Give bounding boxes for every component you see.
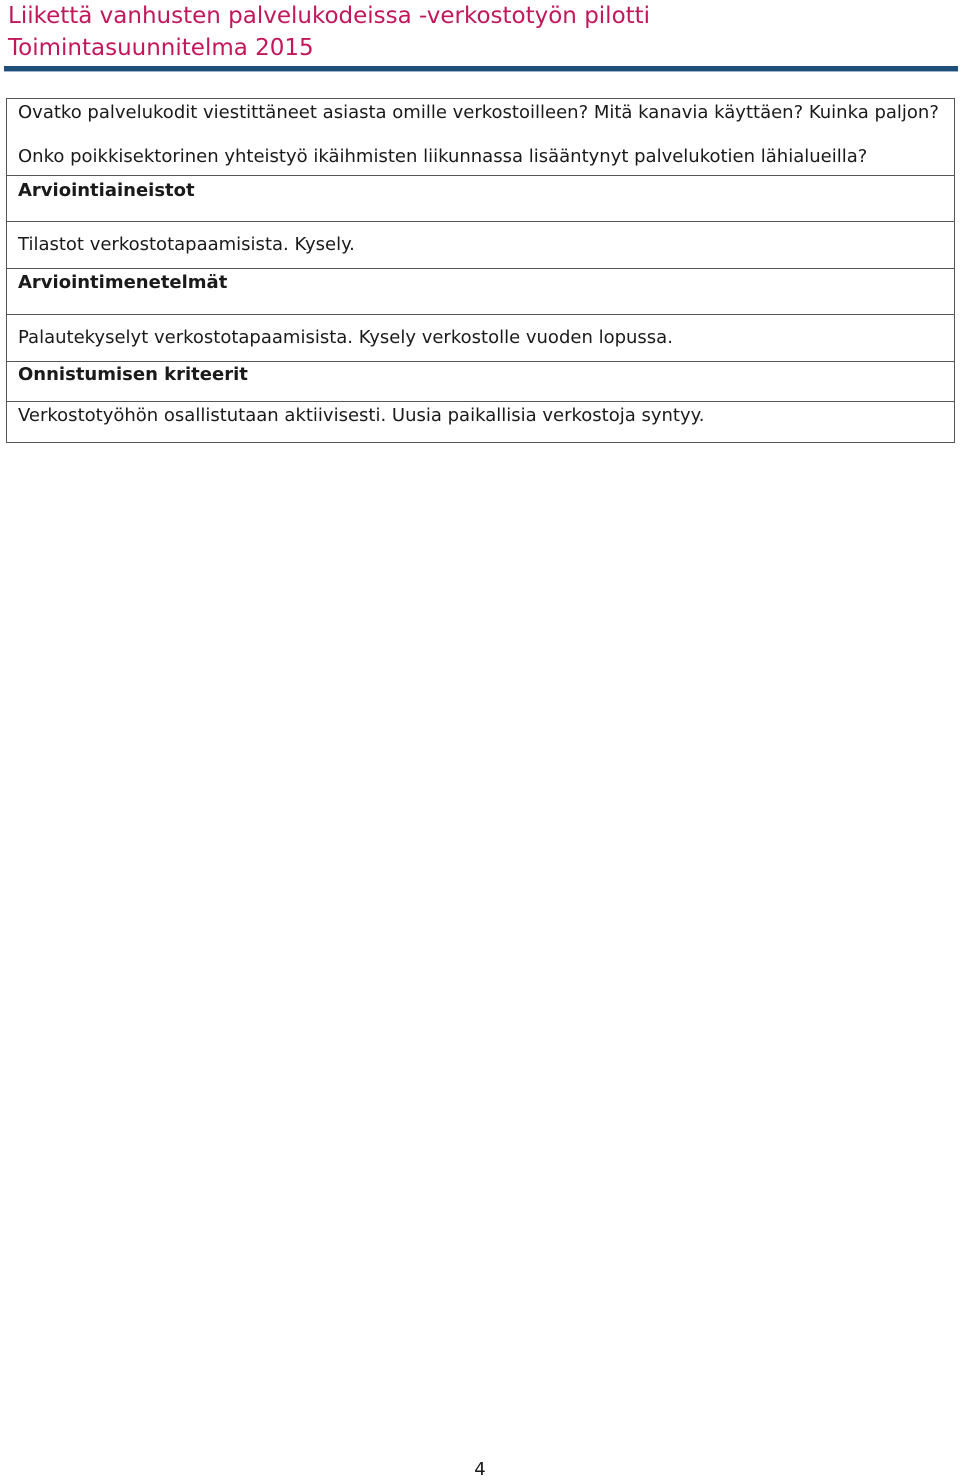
section-heading: Onnistumisen kriteerit: [7, 362, 954, 402]
section-heading: Arviointimenetelmät: [7, 269, 954, 315]
question-text: Ovatko palvelukodit viestittäneet asiasta omille verkostoilleen? Mitä kanavia käyttäen? Kuinka paljon?: [18, 102, 939, 123]
evaluation-table: [6, 98, 955, 443]
section-value: Verkostotyöhön osallistutaan aktiivisesti. Uusia paikallisia verkostoja syntyy.: [7, 402, 954, 443]
document-subtitle: Toimintasuunnitelma 2015: [8, 35, 314, 61]
section-value: Palautekyselyt verkostotapaamisista. Kysely verkostolle vuoden lopussa.: [7, 315, 954, 362]
page-number: 4: [474, 1459, 486, 1480]
questions-cell: [7, 99, 954, 176]
section-heading: Arviointiaineistot: [7, 176, 954, 222]
document-title: Liikettä vanhusten palvelukodeissa -verkostotyön pilotti: [8, 3, 651, 29]
section-value: Tilastot verkostotapaamisista. Kysely.: [7, 222, 954, 269]
document-header: [8, 0, 958, 64]
header-divider-thin: [4, 71, 958, 72]
question-text: Onko poikkisektorinen yhteistyö ikäihmisten liikunnassa lisääntynyt palvelukotien lähialueilla?: [18, 146, 868, 167]
